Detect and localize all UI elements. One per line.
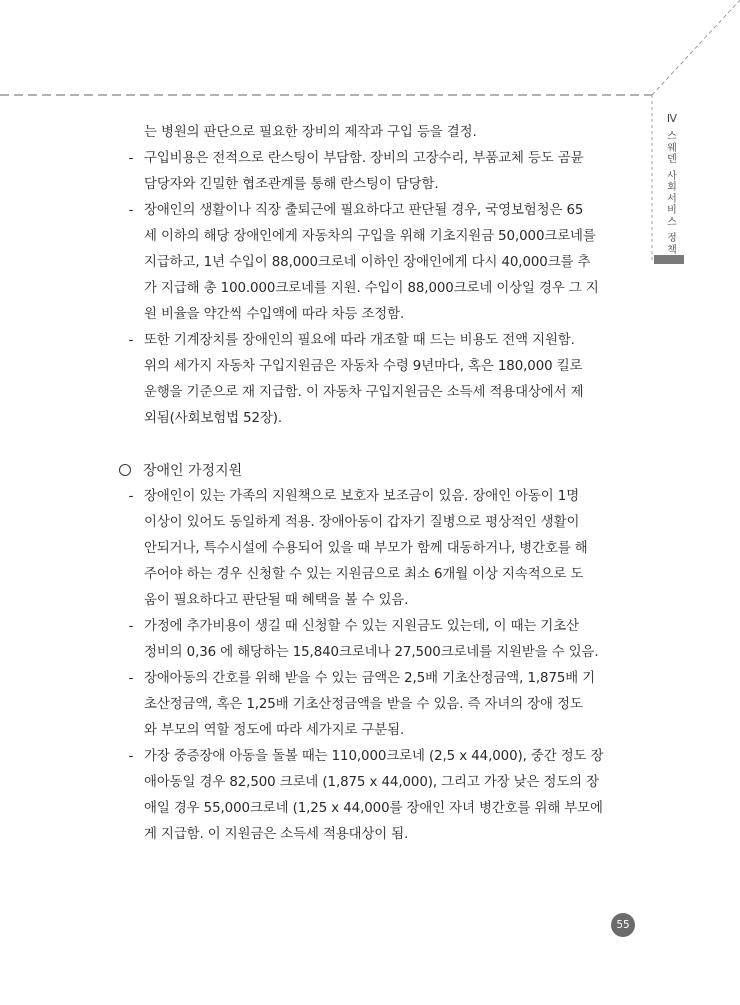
paragraph-line — [118, 744, 638, 770]
paragraph-line: 초산정금액, 혹은 1,25배 기초산정금액을 받을 수 있음. 즉 자녀의 장애 정도 — [144, 697, 583, 712]
bullet-paragraph — [118, 484, 638, 614]
dash-bullet: - — [128, 333, 134, 348]
chapter-vertical-title — [658, 131, 686, 256]
dash-bullet: - — [128, 749, 134, 764]
paragraph-line: 는 병원의 판단으로 필요한 장비의 제작과 구입 등을 결정. — [144, 125, 477, 140]
dash-bullet: - — [128, 203, 134, 218]
vertical-title-char: 사 — [667, 170, 677, 182]
section-heading — [118, 456, 638, 484]
chapter-marker-bar — [654, 255, 684, 264]
header-diagonal-rule — [652, 0, 740, 95]
line-text: 가장 중증장애 아동을 돌볼 때는 110,000크로네 (2,5 x 44,000), 중간 정도 장 — [144, 749, 604, 764]
paragraph-group-family-support — [118, 484, 638, 848]
vertical-title-char: 스 — [667, 131, 677, 142]
vertical-title-char: 덴 — [667, 154, 677, 165]
paragraph-line — [118, 484, 638, 510]
dash-bullet: - — [128, 489, 134, 504]
paragraph-line — [118, 614, 638, 640]
paragraph-line: 움이 필요하다고 판단될 때 혜택을 볼 수 있음. — [144, 593, 409, 608]
paragraph — [118, 120, 638, 146]
dash-bullet: - — [128, 619, 134, 634]
paragraph-line: 안되거나, 특수시설에 수용되어 있을 때 부모가 함께 대동하거나, 병간호를 해 — [144, 541, 588, 556]
paragraph-line — [118, 328, 638, 354]
paragraph-line: 지급하고, 1년 수입이 88,000크로네 이하인 장애인에게 다시 40,000크를 추 — [144, 255, 591, 270]
bullet-paragraph — [118, 614, 638, 666]
bullet-paragraph — [118, 146, 638, 198]
line-text: 가정에 추가비용이 생길 때 신청할 수 있는 지원금도 있는데, 이 때는 기초산 — [144, 619, 579, 634]
paragraph-line: 애일 경우 55,000크로네 (1,25 x 44,000를 장애인 자녀 병간호를 위해 부모에 — [144, 801, 603, 816]
paragraph-line: 세 이하의 해당 장애인에게 자동차의 구입을 위해 기초지원금 50,000크로네를 — [144, 229, 596, 244]
dash-bullet: - — [128, 671, 134, 686]
section-spacer — [118, 432, 638, 456]
paragraph-line: 게 지급함. 이 지원금은 소득세 적용대상이 됨. — [144, 827, 409, 842]
paragraph-line: 담당자와 긴밀한 협조관계를 통해 란스팅이 담당함. — [144, 177, 439, 192]
vertical-title-char: 웨 — [667, 142, 677, 154]
paragraph-line: 주어야 하는 경우 신청할 수 있는 지원금으로 최소 6개월 이상 지속적으로 도 — [144, 567, 584, 582]
vertical-title-char: 비 — [667, 205, 677, 216]
paragraph-line: 가 지급해 총 100.000크로네를 지원. 수입이 88,000크로네 이상일 경우 그 지 — [144, 281, 599, 296]
dash-bullet: - — [128, 151, 134, 166]
vertical-title-char: 서 — [667, 193, 677, 205]
paragraph-line: 위의 세가지 자동차 구입지원금은 자동차 수령 9년마다, 혹은 180,000 킬로 — [144, 359, 583, 374]
line-text: 장애아동의 간호를 위해 받을 수 있는 금액은 2,5배 기초산정금액, 1,875배 기 — [144, 671, 596, 686]
vertical-title-char: 정 — [667, 233, 677, 244]
line-text: 장애인이 있는 가족의 지원책으로 보호자 보조금이 있음. 장애인 아동이 1명 — [144, 489, 580, 504]
page-number-badge — [611, 913, 635, 937]
paragraph-line: 이상이 있어도 동일하게 적용. 장애아동이 갑자기 질병으로 평상적인 생활이 — [144, 515, 580, 530]
paragraph-line: 외됨(사회보험법 52장). — [144, 411, 283, 426]
vertical-title-char: 책 — [667, 244, 677, 256]
page-number: 55 — [616, 919, 630, 931]
bullet-paragraph — [118, 328, 638, 432]
paragraph-line — [118, 198, 638, 224]
vertical-title-char: 회 — [667, 182, 677, 193]
section-title: 장애인 가정지원 — [143, 463, 243, 479]
paragraph-line — [118, 146, 638, 172]
line-text: 구입비용은 전적으로 란스팅이 부담함. 장비의 고장수리, 부품교체 등도 곰뮨 — [144, 151, 584, 166]
bullet-paragraph — [118, 744, 638, 848]
paragraph-line: 애아동일 경우 82,500 크로네 (1,875 x 44,000), 그리고 가장 낮은 정도의 장 — [144, 775, 599, 790]
bullet-paragraph — [118, 666, 638, 744]
chapter-number: Ⅳ — [666, 112, 678, 125]
line-text: 또한 기계장치를 장애인의 필요에 따라 개조할 때 드는 비용도 전액 지원함. — [144, 333, 575, 348]
chapter-side-tab — [658, 112, 686, 256]
paragraph-line — [118, 666, 638, 692]
paragraph-line: 정비의 0,36 에 해당하는 15,840크로네나 27,500크로네를 지원받을 수 있음. — [144, 645, 599, 660]
line-text: 장애인의 생활이나 직장 출퇴근에 필요하다고 판단될 경우, 국영보험청은 65 — [144, 203, 584, 218]
vertical-title-char: 스 — [667, 216, 677, 228]
circle-bullet-icon — [119, 464, 131, 476]
paragraph-group-vehicle-support — [118, 120, 638, 432]
paragraph-line: 원 비율을 약간씩 수입액에 따라 차등 조정함. — [144, 307, 405, 322]
bullet-paragraph — [118, 198, 638, 328]
paragraph-line: 와 부모의 역할 정도에 따라 세가지로 구분됨. — [144, 723, 405, 738]
paragraph-line: 운행을 기준으로 재 지급함. 이 자동차 구입지원금은 소득세 적용대상에서 제 — [144, 385, 584, 400]
page-body — [118, 120, 638, 848]
